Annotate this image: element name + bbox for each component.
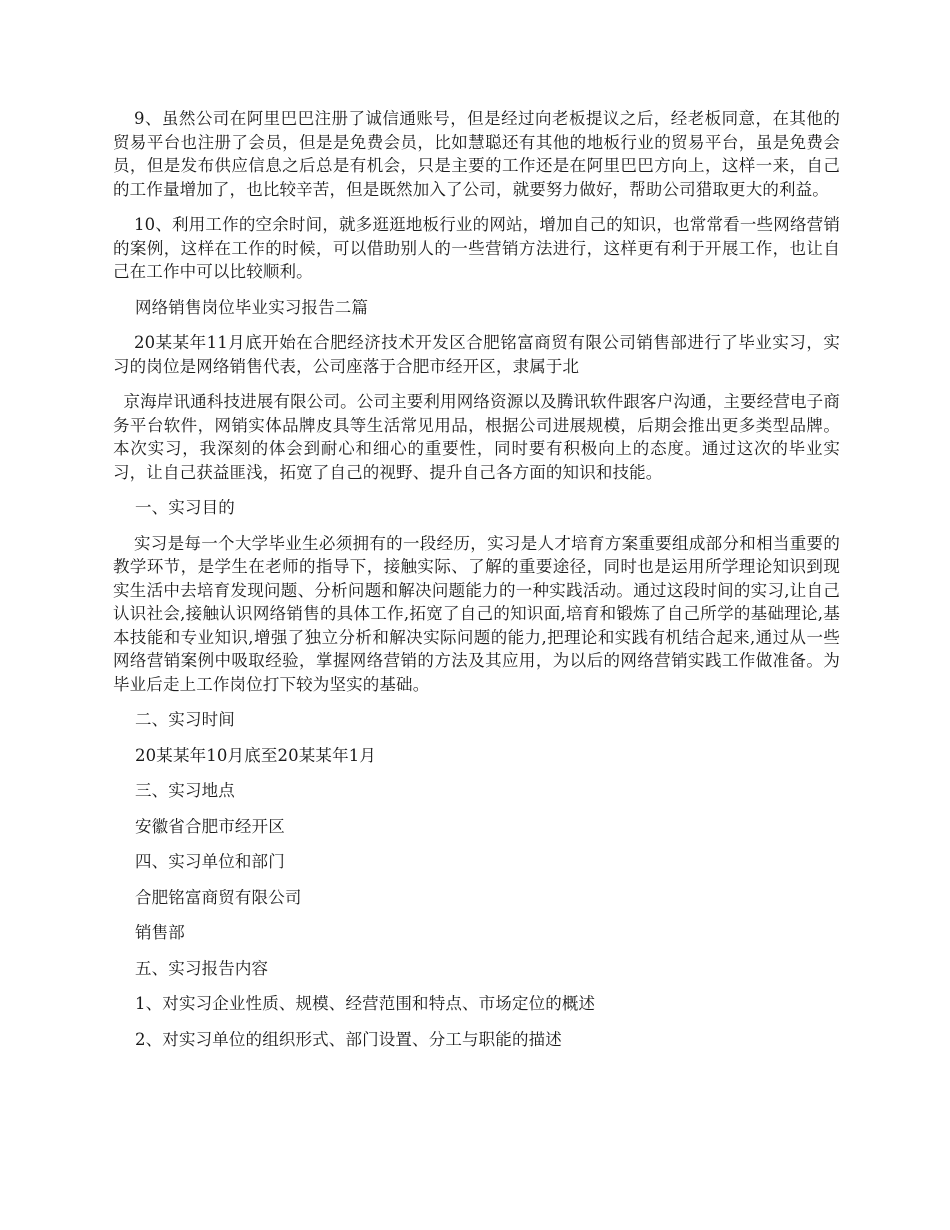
- place-text: 安徽省合肥市经开区: [135, 816, 285, 836]
- paragraph-9: 9、虽然公司在阿里巴巴注册了诚信通账号，但是经过向老板提议之后，经老板同意，在其他的贸易平台也注册了会员，但是是免费会员，比如慧聪还有其他的地板行业的贸易平台，虽是免费会员，但是发布供应信息之后总是有机会，只是主要的工作还是在阿里巴巴方向上，这样一来，自己的工作量增加了，也比较辛苦，但是既然加入了公司，就要努力做好，帮助公司猎取更大的利益。: [113, 109, 840, 199]
- heading-unit: 四、实习单位和部门: [135, 852, 285, 871]
- heading-content: 五、实习报告内容: [135, 958, 269, 978]
- department-text: 销售部: [135, 923, 185, 942]
- purpose-paragraph: 实习是每一个大学毕业生必须拥有的一段经历，实习是人才培育方案重要组成部分和相当重要的教学环节，是学生在老师的指导下，接触实际、了解的重要途径，同时也是运用所学理论知识到现实生活中去培育发现问题、分析问题和解决问题能力的一种实践活动。通过这段时间的实习,让自己认识社会,接触认识网络销售的具体工作,拓宽了自己的知识面,培育和锻炼了自己所学的基础理论,基本技能和专业知识,增强了独立分析和解决实际问题的能力,把理论和实践有机结合起来,通过从一些网络营销案例中吸取经验，掌握网络营销的方法及其应用，为以后的网络营销实践工作做准备。为毕业后走上工作岗位打下较为坚实的基础。: [113, 533, 840, 694]
- heading-place: 三、实习地点: [135, 781, 235, 800]
- heading-purpose: 一、实习目的: [135, 498, 235, 517]
- heading-time: 二、实习时间: [135, 710, 235, 729]
- intro-paragraph: 20某某年11月底开始在合肥经济技术开发区合肥铭富商贸有限公司销售部进行了毕业实习，实习的岗位是网络销售代表，公司座落于合肥市经开区，隶属于北: [113, 333, 840, 376]
- document-body: [113, 107, 840, 1063]
- company-text: 合肥铭富商贸有限公司: [135, 887, 302, 907]
- section-title: 网络销售岗位毕业实习报告二篇: [135, 297, 369, 317]
- content-item-2: 2、对实习单位的组织形式、部门设置、分工与职能的描述: [135, 1029, 562, 1049]
- time-text: 20某某年10月底至20某某年1月: [135, 745, 377, 765]
- content-item-1: 1、对实习企业性质、规模、经营范围和特点、市场定位的概述: [135, 994, 596, 1013]
- paragraph-10: 10、利用工作的空余时间，就多逛逛地板行业的网站，增加自己的知识，也常常看一些网络营销的案例，这样在工作的时候，可以借助别人的一些营销方法进行，这样更有利于开展工作，也让自己在工作中可以比较顺利。: [113, 215, 840, 281]
- intro-continuation: 京海岸讯通科技进展有限公司。公司主要利用网络资源以及腾讯软件跟客户沟通，主要经营电子商务平台软件，网销实体品牌皮具等生活常见用品，根据公司进展规模，后期会推出更多类型品牌。本次实习，我深刻的体会到耐心和细心的重要性，同时要有积极向上的态度。通过这次的毕业实习，让自己获益匪浅，拓宽了自己的视野、提升自己各方面的知识和技能。: [113, 392, 840, 482]
